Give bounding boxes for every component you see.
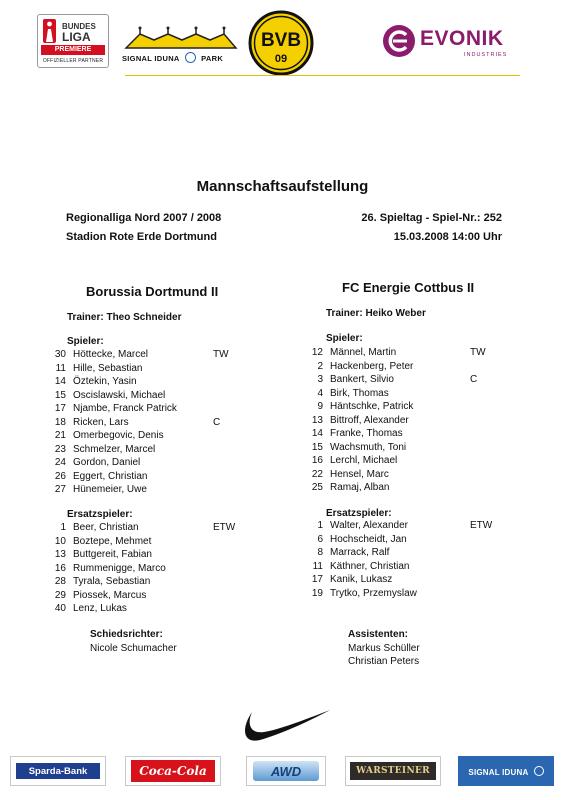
signal-iduna-label: SIGNAL IDUNA: [122, 54, 180, 63]
player-name: Hochscheidt, Jan: [330, 533, 407, 545]
player-name: Wachsmuth, Toni: [330, 441, 407, 453]
player-row: [50, 456, 280, 470]
player-name: Hünemeier, Uwe: [73, 484, 147, 495]
sparda-bank-logo: [10, 756, 106, 786]
signal-iduna-park-text: [122, 52, 223, 63]
player-name: Walter, Alexander: [330, 520, 409, 531]
player-number: 16: [311, 455, 323, 466]
player-row: [50, 548, 280, 562]
player-number: 13: [311, 414, 323, 426]
nike-swoosh-logo: [238, 700, 332, 746]
player-role: C: [213, 416, 221, 428]
player-name: Bittroff, Alexander: [330, 414, 409, 426]
player-number: 25: [311, 482, 323, 493]
player-name: Ramaj, Alban: [330, 482, 390, 493]
player-name: Tyrala, Sebastian: [73, 576, 151, 587]
league-label: Regionalliga Nord 2007 / 2008: [66, 212, 222, 224]
signal-iduna-sponsor-text: [468, 766, 543, 777]
away-subs-label: Ersatzspieler:: [326, 508, 392, 519]
header-divider: [125, 75, 520, 76]
player-number: 16: [54, 562, 66, 574]
away-players-list: [307, 346, 517, 495]
away-subs-list: [307, 519, 517, 600]
player-name: Franke, Thomas: [330, 428, 403, 439]
player-name: Boztepe, Mehmet: [73, 535, 152, 547]
player-role: ETW: [470, 520, 493, 531]
player-number: 12: [311, 347, 323, 358]
player-row: [307, 560, 517, 574]
player-row: [50, 429, 280, 443]
player-number: 14: [311, 428, 323, 439]
sparda-bank-text: Sparda-Bank: [16, 763, 100, 779]
player-role: ETW: [213, 522, 236, 533]
player-name: Njambe, Franck Patrick: [73, 403, 177, 414]
assistants-label: Assistenten:: [348, 629, 409, 640]
evonik-name: EVONIK: [420, 27, 504, 50]
player-name: Birk, Thomas: [330, 387, 389, 399]
player-name: Lenz, Lukas: [73, 603, 127, 614]
player-row: [307, 414, 517, 428]
player-row: [50, 589, 280, 603]
player-name: Beer, Christian: [73, 522, 139, 533]
player-number: 28: [54, 576, 66, 587]
assistant-name: Christian Peters: [348, 656, 420, 667]
player-number: 26: [54, 470, 66, 482]
player-number: 10: [54, 535, 66, 547]
player-name: Schmelzer, Marcel: [73, 443, 156, 455]
player-row: [50, 389, 280, 403]
player-number: 3: [317, 374, 323, 385]
document-title: Mannschaftsaufstellung: [196, 178, 369, 195]
player-name: Gordon, Daniel: [73, 457, 141, 468]
player-name: Hille, Sebastian: [73, 362, 143, 374]
away-trainer: Trainer: Heiko Weber: [326, 308, 426, 319]
player-number: 15: [54, 389, 66, 401]
player-name: Höttecke, Marcel: [73, 349, 149, 360]
player-row: [307, 573, 517, 587]
player-name: Käthner, Christian: [330, 560, 410, 572]
player-number: 21: [54, 430, 66, 441]
player-number: 40: [54, 603, 66, 614]
premiere-label: PREMIERE: [41, 45, 105, 55]
player-row: [307, 546, 517, 560]
player-number: 18: [54, 416, 66, 428]
player-number: 1: [317, 520, 323, 531]
player-number: 30: [54, 349, 66, 360]
home-players-list: [50, 348, 280, 497]
away-team-name: FC Energie Cottbus II: [342, 280, 475, 295]
referee-label: Schiedsrichter:: [90, 629, 163, 640]
player-name: Hackenberg, Peter: [330, 360, 414, 372]
player-name: Ricken, Lars: [73, 416, 129, 428]
player-number: 11: [55, 362, 66, 374]
warsteiner-logo: [345, 756, 441, 786]
player-row: [307, 519, 517, 533]
player-row: [50, 483, 280, 497]
warsteiner-text: WARSTEINER: [350, 762, 436, 780]
player-number: 4: [317, 387, 323, 399]
player-row: [307, 387, 517, 401]
player-number: 1: [60, 522, 66, 533]
player-role: C: [470, 374, 478, 385]
player-row: [307, 481, 517, 495]
player-role: TW: [470, 347, 486, 358]
datetime-label: 15.03.2008 14:00 Uhr: [393, 231, 502, 243]
player-name: Marrack, Ralf: [330, 547, 390, 558]
coca-cola-logo: [125, 756, 221, 786]
player-row: [307, 533, 517, 547]
player-name: Öztekin, Yasin: [73, 376, 137, 387]
awd-logo: [246, 756, 326, 786]
referee-name: Nicole Schumacher: [90, 643, 177, 654]
player-name: Männel, Martin: [330, 347, 397, 358]
player-name: Trytko, Przemyslaw: [330, 587, 417, 599]
player-number: 9: [317, 401, 323, 412]
player-name: Omerbegovic, Denis: [73, 430, 164, 441]
player-number: 6: [317, 533, 323, 545]
player-row: [307, 454, 517, 468]
iduna-emblem-icon: [534, 766, 544, 776]
player-number: 27: [54, 484, 66, 495]
player-row: [50, 470, 280, 484]
player-row: [50, 562, 280, 576]
coca-cola-text: Coca-Cola: [131, 760, 215, 782]
player-row: [50, 362, 280, 376]
bundesliga-logo: [37, 14, 109, 68]
stadium-roof-icon: [118, 26, 243, 52]
player-number: 29: [54, 589, 66, 601]
bundesliga-emblem-icon: [42, 18, 104, 44]
bundesliga-line1: BUNDES: [62, 22, 96, 31]
player-row: [50, 348, 280, 362]
player-number: 13: [54, 549, 66, 560]
player-number: 19: [311, 587, 323, 599]
signal-iduna-sponsor-logo: [458, 756, 554, 786]
player-number: 2: [317, 360, 323, 372]
player-name: Kanik, Lukasz: [330, 574, 393, 585]
player-name: Hensel, Marc: [330, 468, 389, 480]
player-name: Eggert, Christian: [73, 470, 148, 482]
player-name: Bankert, Silvio: [330, 374, 394, 385]
player-number: 24: [54, 457, 66, 468]
player-row: [307, 400, 517, 414]
assistant-name: Markus Schüller: [348, 643, 420, 654]
home-players-label: Spieler:: [67, 336, 104, 347]
player-row: [50, 402, 280, 416]
player-name: Rummenigge, Marco: [73, 562, 166, 574]
player-number: 11: [312, 560, 323, 572]
matchday-label: 26. Spieltag - Spiel-Nr.: 252: [361, 212, 502, 224]
awd-text: AWD: [253, 761, 319, 781]
away-players-label: Spieler:: [326, 333, 363, 344]
home-subs-label: Ersatzspieler:: [67, 509, 133, 520]
player-row: [307, 346, 517, 360]
player-number: 15: [311, 441, 323, 453]
bundesliga-line2: LIGA: [62, 30, 91, 44]
player-row: [307, 587, 517, 601]
home-team-name: Borussia Dortmund II: [86, 284, 219, 299]
bvb-crest-logo: [248, 10, 314, 76]
player-number: 22: [311, 468, 323, 480]
player-row: [50, 535, 280, 549]
evonik-emblem-icon: [382, 24, 416, 58]
player-name: Oscislawski, Michael: [73, 389, 166, 401]
partner-label: OFFIZIELLER PARTNER: [42, 58, 104, 64]
player-number: 8: [317, 547, 323, 558]
iduna-emblem-icon: [185, 52, 196, 63]
player-row: [50, 416, 280, 430]
bvb-letters: BVB: [260, 30, 302, 51]
signal-iduna-park-logo: [118, 26, 243, 66]
player-number: 17: [54, 403, 66, 414]
player-row: [307, 468, 517, 482]
player-row: [307, 360, 517, 374]
player-row: [307, 441, 517, 455]
home-trainer: Trainer: Theo Schneider: [67, 312, 182, 323]
park-label: PARK: [201, 54, 224, 63]
player-name: Buttgereit, Fabian: [73, 549, 152, 560]
player-row: [50, 443, 280, 457]
player-role: TW: [213, 349, 229, 360]
venue-label: Stadion Rote Erde Dortmund: [66, 231, 217, 243]
player-row: [307, 427, 517, 441]
player-row: [50, 575, 280, 589]
player-row: [50, 521, 280, 535]
player-number: 23: [54, 443, 66, 455]
player-number: 14: [54, 376, 66, 387]
player-name: Piossek, Marcus: [73, 589, 147, 601]
home-subs-list: [50, 521, 280, 616]
player-row: [50, 602, 280, 616]
evonik-logo: [380, 22, 520, 64]
bvb-year: 09: [274, 53, 288, 65]
player-row: [50, 375, 280, 389]
player-name: Lerchl, Michael: [330, 455, 398, 466]
player-number: 17: [311, 574, 323, 585]
evonik-sub: INDUSTRIES: [464, 52, 508, 58]
player-name: Häntschke, Patrick: [330, 401, 414, 412]
signal-iduna-sponsor-label: SIGNAL IDUNA: [468, 767, 529, 777]
player-row: [307, 373, 517, 387]
